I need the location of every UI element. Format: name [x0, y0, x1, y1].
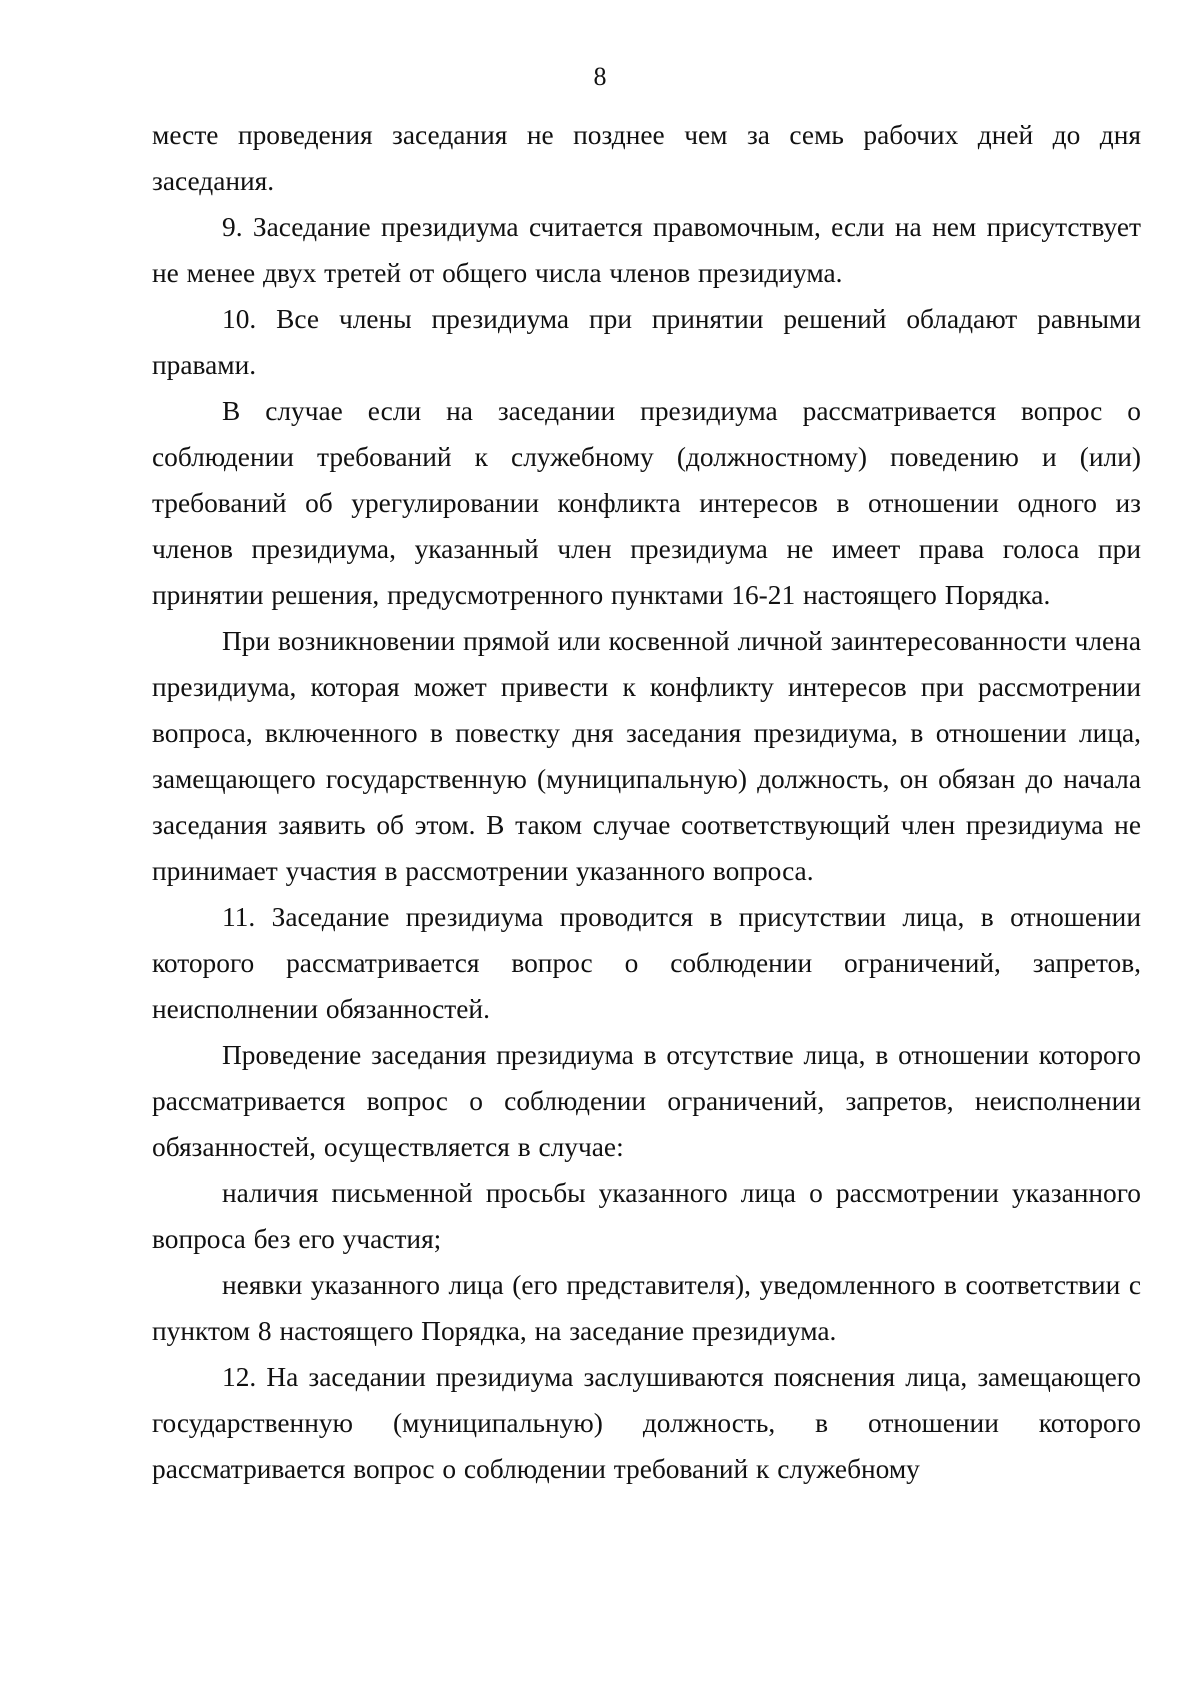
page-number: 8 — [593, 62, 607, 91]
paragraph-8: наличия письменной просьбы указанного лица о рассмотрении указанного вопроса без его участия; — [152, 1178, 1141, 1254]
document-body — [152, 112, 1141, 1492]
paragraph-6: 11. Заседание президиума проводится в присутствии лица, в отношении которого рассматривается вопрос о соблюдении ограничений, запретов, неисполнении обязанностей. — [152, 902, 1141, 1024]
paragraph-5: При возникновении прямой или косвенной личной заинтересованности члена президиума, которая может привести к конфликту интересов при рассмотрении вопроса, включенного в повестку дня заседания президиума, в отношении лица, замещающего государственную (муниципальную) должность, он обязан до начала заседания заявить об этом. В таком случае соответствующий член президиума не принимает участия в рассмотрении указанного вопроса. — [152, 626, 1141, 886]
paragraph-9: неявки указанного лица (его представителя), уведомленного в соответствии с пунктом 8 настоящего Порядка, на заседание президиума. — [152, 1270, 1141, 1346]
paragraph-3: 10. Все члены президиума при принятии решений обладают равными правами. — [152, 304, 1141, 380]
paragraph-2: 9. Заседание президиума считается правомочным, если на нем присутствует не менее двух третей от общего числа членов президиума. — [152, 212, 1141, 288]
paragraph-1: месте проведения заседания не позднее чем за семь рабочих дней до дня заседания. — [152, 120, 1141, 196]
paragraph-4: В случае если на заседании президиума рассматривается вопрос о соблюдении требований к служебному (должностному) поведению и (или) требований об урегулировании конфликта интересов в отношении одного из членов президиума, указанный член президиума не имеет права голоса при принятии решения, предусмотренного пунктами 16-21 настоящего Порядка. — [152, 396, 1141, 610]
paragraph-7: Проведение заседания президиума в отсутствие лица, в отношении которого рассматривается вопрос о соблюдении ограничений, запретов, неисполнении обязанностей, осуществляется в случае: — [152, 1040, 1141, 1162]
paragraph-10: 12. На заседании президиума заслушиваются пояснения лица, замещающего государственную (муниципальную) должность, в отношении которого рассматривается вопрос о соблюдении требований к служебному — [152, 1362, 1141, 1484]
